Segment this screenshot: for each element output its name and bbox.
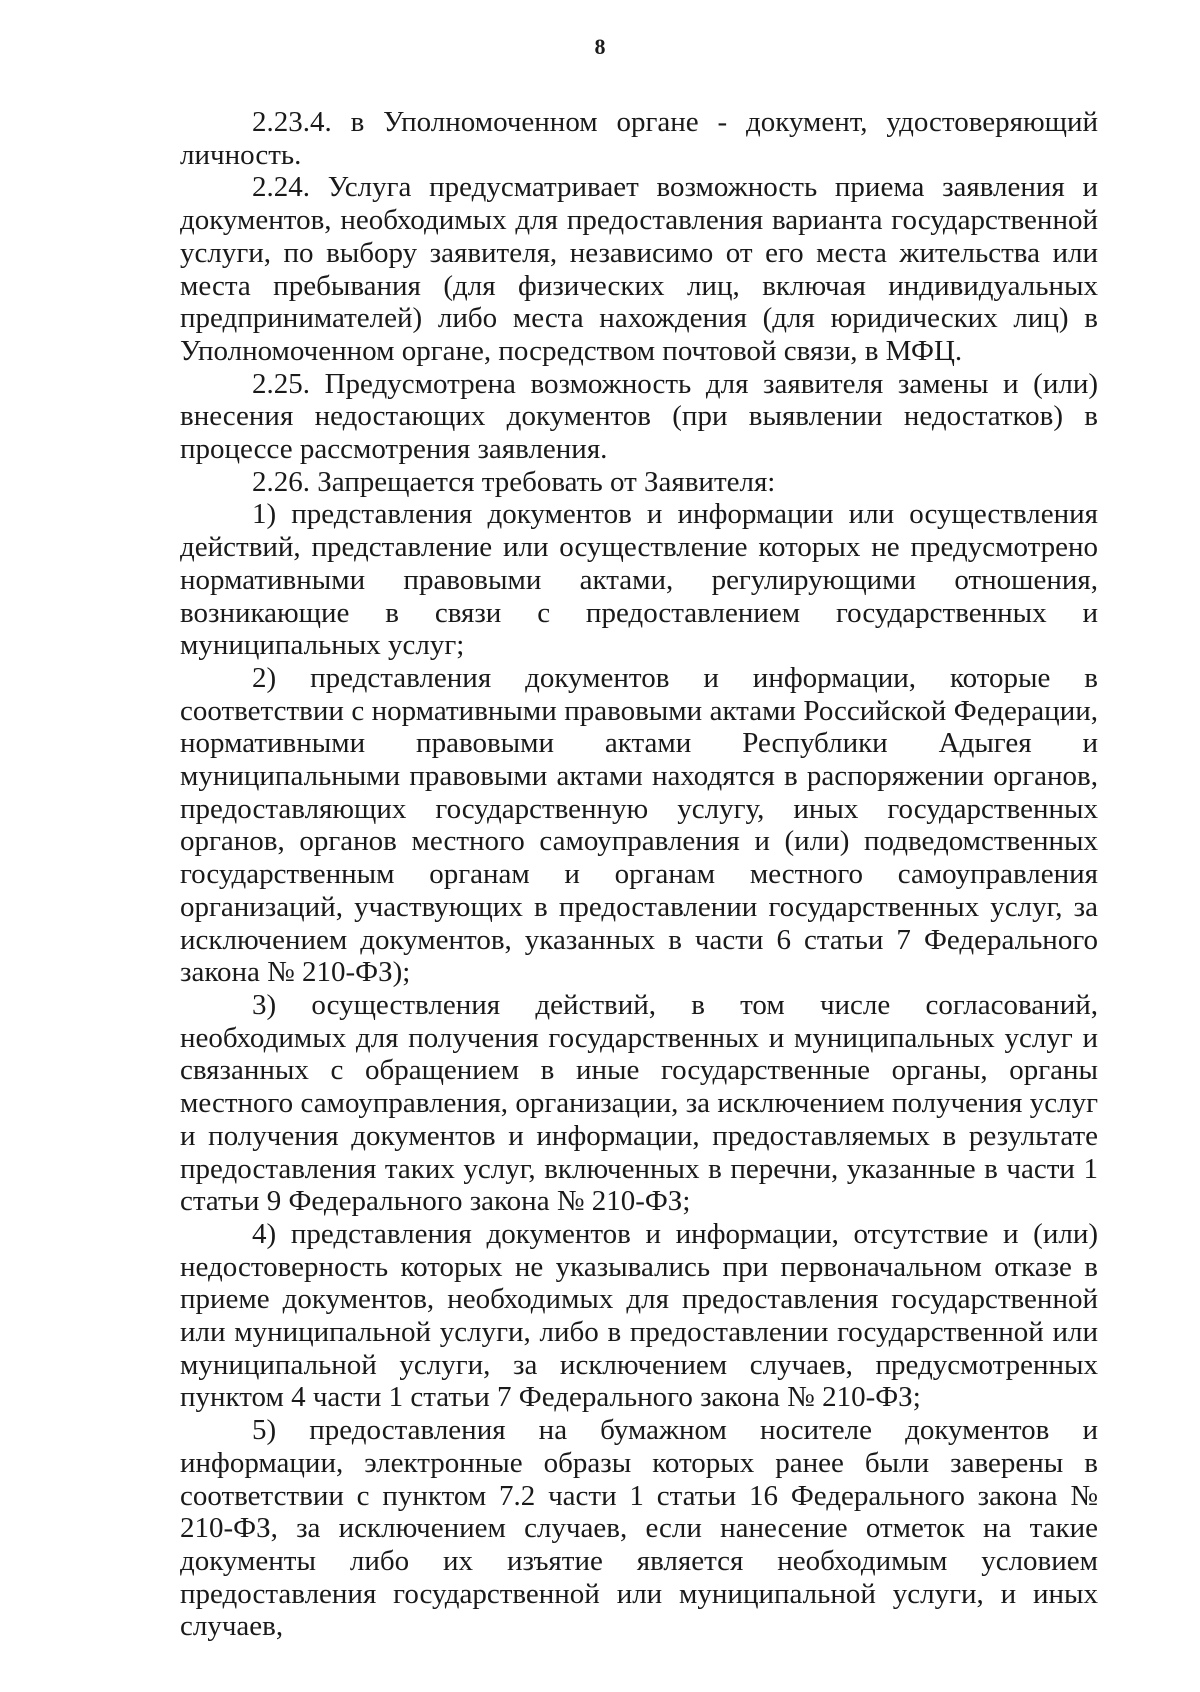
- list-item-1: 1) представления документов и информации или осуществления действий, представление или осуществление которых не предусмотрено нормативными правовыми актами, регулирующими отношения, возникающие в связи с предоставлением государственных и муниципальных услуг;: [180, 498, 1098, 662]
- paragraph-2-25: 2.25. Предусмотрена возможность для заявителя замены и (или) внесения недостающих документов (при выявлении недостатков) в процессе рассмотрения заявления.: [180, 367, 1098, 466]
- list-item-4: 4) представления документов и информации, отсутствие и (или) недостоверность которых не указывались при первоначальном отказе в приеме документов, необходимых для предоставления государственной или муниципальной услуги, либо в предоставлении государственной или муниципальной услуги, за исключением случаев, предусмотренных пунктом 4 части 1 статьи 7 Федерального закона № 210-ФЗ;: [180, 1217, 1098, 1414]
- paragraph-2-23-4: 2.23.4. в Уполномоченном органе - документ, удостоверяющий личность.: [180, 106, 1098, 171]
- paragraph-2-26: 2.26. Запрещается требовать от Заявителя:: [252, 465, 776, 498]
- document-body: [180, 106, 1098, 1643]
- list-item-2: 2) представления документов и информации, которые в соответствии с нормативными правовыми актами Российской Федерации, нормативными правовыми актами Республики Адыгея и муниципальными правовыми актами находятся в распоряжении органов, предоставляющих государственную услугу, иных государственных органов, органов местного самоуправления и (или) подведомственных государственным органам и органам местного самоуправления организаций, участвующих в предоставлении государственных услуг, за исключением документов, указанных в части 6 статьи 7 Федерального закона № 210-ФЗ);: [180, 661, 1098, 989]
- list-item-3: 3) осуществления действий, в том числе согласований, необходимых для получения государственных и муниципальных услуг и связанных с обращением в иные государственные органы, органы местного самоуправления, организации, за исключением получения услуг и получения документов и информации, предоставляемых в результате предоставления таких услуг, включенных в перечни, указанные в части 1 статьи 9 Федерального закона № 210-ФЗ;: [180, 988, 1098, 1218]
- list-item-5: 5) предоставления на бумажном носителе документов и информации, электронные образы которых ранее были заверены в соответствии с пунктом 7.2 части 1 статьи 16 Федерального закона № 210-ФЗ, за исключением случаев, если нанесение отметок на такие документы либо их изъятие является необходимым условием предоставления государственной или муниципальной услуги, и иных случаев,: [180, 1414, 1098, 1643]
- page-number: 8: [594, 34, 606, 59]
- paragraph-2-24: 2.24. Услуга предусматривает возможность приема заявления и документов, необходимых для предоставления варианта государственной услуги, по выбору заявителя, независимо от его места жительства или места пребывания (для физических лиц, включая индивидуальных предпринимателей) либо места нахождения (для юридических лиц) в Уполномоченном органе, посредством почтовой связи, в МФЦ.: [180, 171, 1098, 367]
